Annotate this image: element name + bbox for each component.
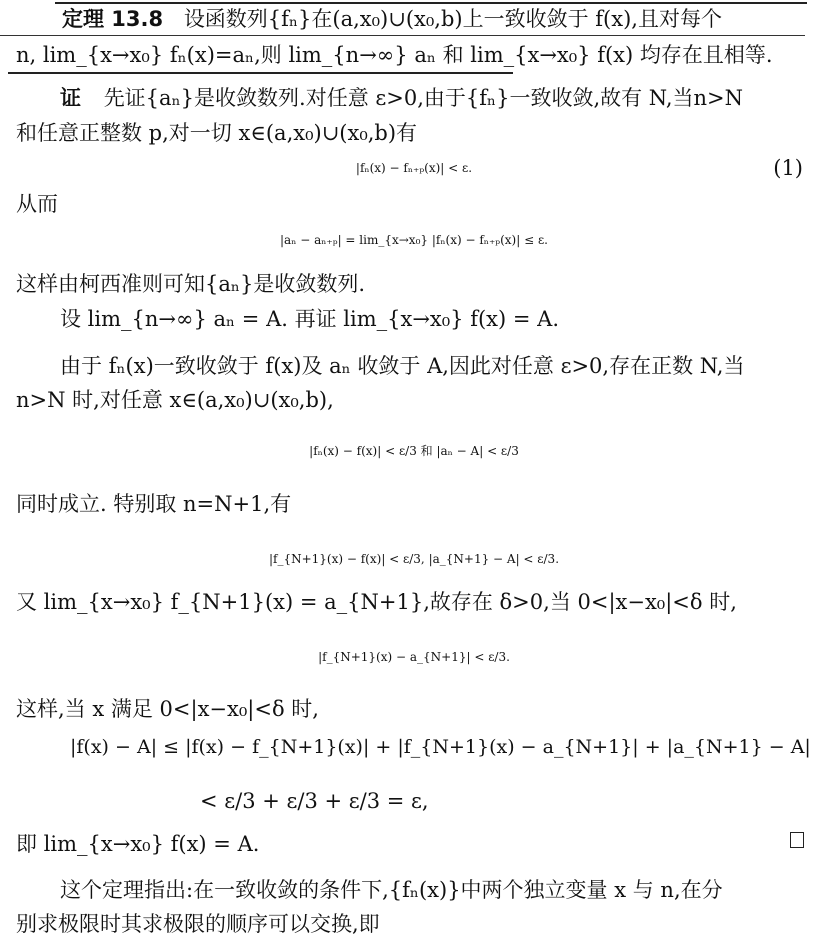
equation-4: |f_{N+1}(x) − f(x)| < ε/3, |a_{N+1} − A| < ε/3.	[268, 552, 560, 566]
proof-text-1: 先证{aₙ}是收敛数列.对任意 ε>0,由于{fₙ}一致收敛,故有 N,当n>N	[103, 86, 744, 110]
proof-conclusion: 即 lim_{x→x₀} f(x) = A.	[16, 832, 260, 856]
proof-label: 证	[60, 86, 81, 110]
proof-paragraph-5-line-2: n>N 时,对任意 x∈(a,x₀)∪(x₀,b),	[16, 388, 334, 412]
proof-paragraph-6: 同时成立. 特别取 n=N+1,有	[16, 492, 292, 516]
equation-2: |aₙ − aₙ₊ₚ| = lim_{x→x₀} |fₙ(x) − fₙ₊ₚ(x)| ≤ ε.	[280, 233, 548, 247]
proof-paragraph-7: 又 lim_{x→x₀} f_{N+1}(x) = a_{N+1},故存在 δ>0,当 0<|x−x₀|<δ 时,	[16, 590, 737, 614]
theorem-line-1	[62, 5, 722, 33]
theorem-label: 定理 13.8	[62, 7, 164, 31]
theorem-line-2: n, lim_{x→x₀} fₙ(x)=aₙ,则 lim_{n→∞} aₙ 和 lim_{x→x₀} f(x) 均存在且相等.	[16, 43, 773, 67]
proof-line-2: 和任意正整数 p,对一切 x∈(a,x₀)∪(x₀,b)有	[16, 121, 418, 145]
equation-1-number: (1)	[773, 156, 803, 180]
remark-line-2: 别求极限时其求极限的顺序可以交换,即	[16, 912, 380, 936]
equation-6: |f(x) − A| ≤ |f(x) − f_{N+1}(x)| + |f_{N+1}(x) − a_{N+1}| + |a_{N+1} − A|	[70, 736, 811, 758]
proof-paragraph-3: 这样由柯西准则可知{aₙ}是收敛数列.	[16, 272, 366, 296]
proof-paragraph-2: 从而	[16, 192, 58, 216]
equation-7: < ε/3 + ε/3 + ε/3 = ε,	[200, 789, 429, 813]
proof-paragraph-8: 这样,当 x 满足 0<|x−x₀|<δ 时,	[16, 697, 319, 721]
remark-line-1: 这个定理指出:在一致收敛的条件下,{fₙ(x)}中两个独立变量 x 与 n,在分	[60, 878, 723, 902]
qed-box	[790, 832, 804, 848]
equation-5: |f_{N+1}(x) − a_{N+1}| < ε/3.	[318, 650, 510, 664]
proof-paragraph-4: 设 lim_{n→∞} aₙ = A. 再证 lim_{x→x₀} f(x) = A.	[60, 307, 560, 331]
theorem-text-1: 设函数列{fₙ}在(a,x₀)∪(x₀,b)上一致收敛于 f(x),且对每个	[183, 7, 722, 31]
proof-paragraph-5-line-1: 由于 fₙ(x)一致收敛于 f(x)及 aₙ 收敛于 A,因此对任意 ε>0,存在正数 N,当	[60, 354, 745, 378]
theorem-middle-rule	[0, 35, 805, 36]
theorem-top-rule	[55, 2, 807, 4]
proof-line-1	[60, 84, 743, 112]
equation-3: |fₙ(x) − f(x)| < ε/3 和 |aₙ − A| < ε/3	[309, 444, 519, 458]
theorem-bottom-rule	[8, 72, 513, 74]
equation-1: |fₙ(x) − fₙ₊ₚ(x)| < ε.	[355, 161, 473, 175]
